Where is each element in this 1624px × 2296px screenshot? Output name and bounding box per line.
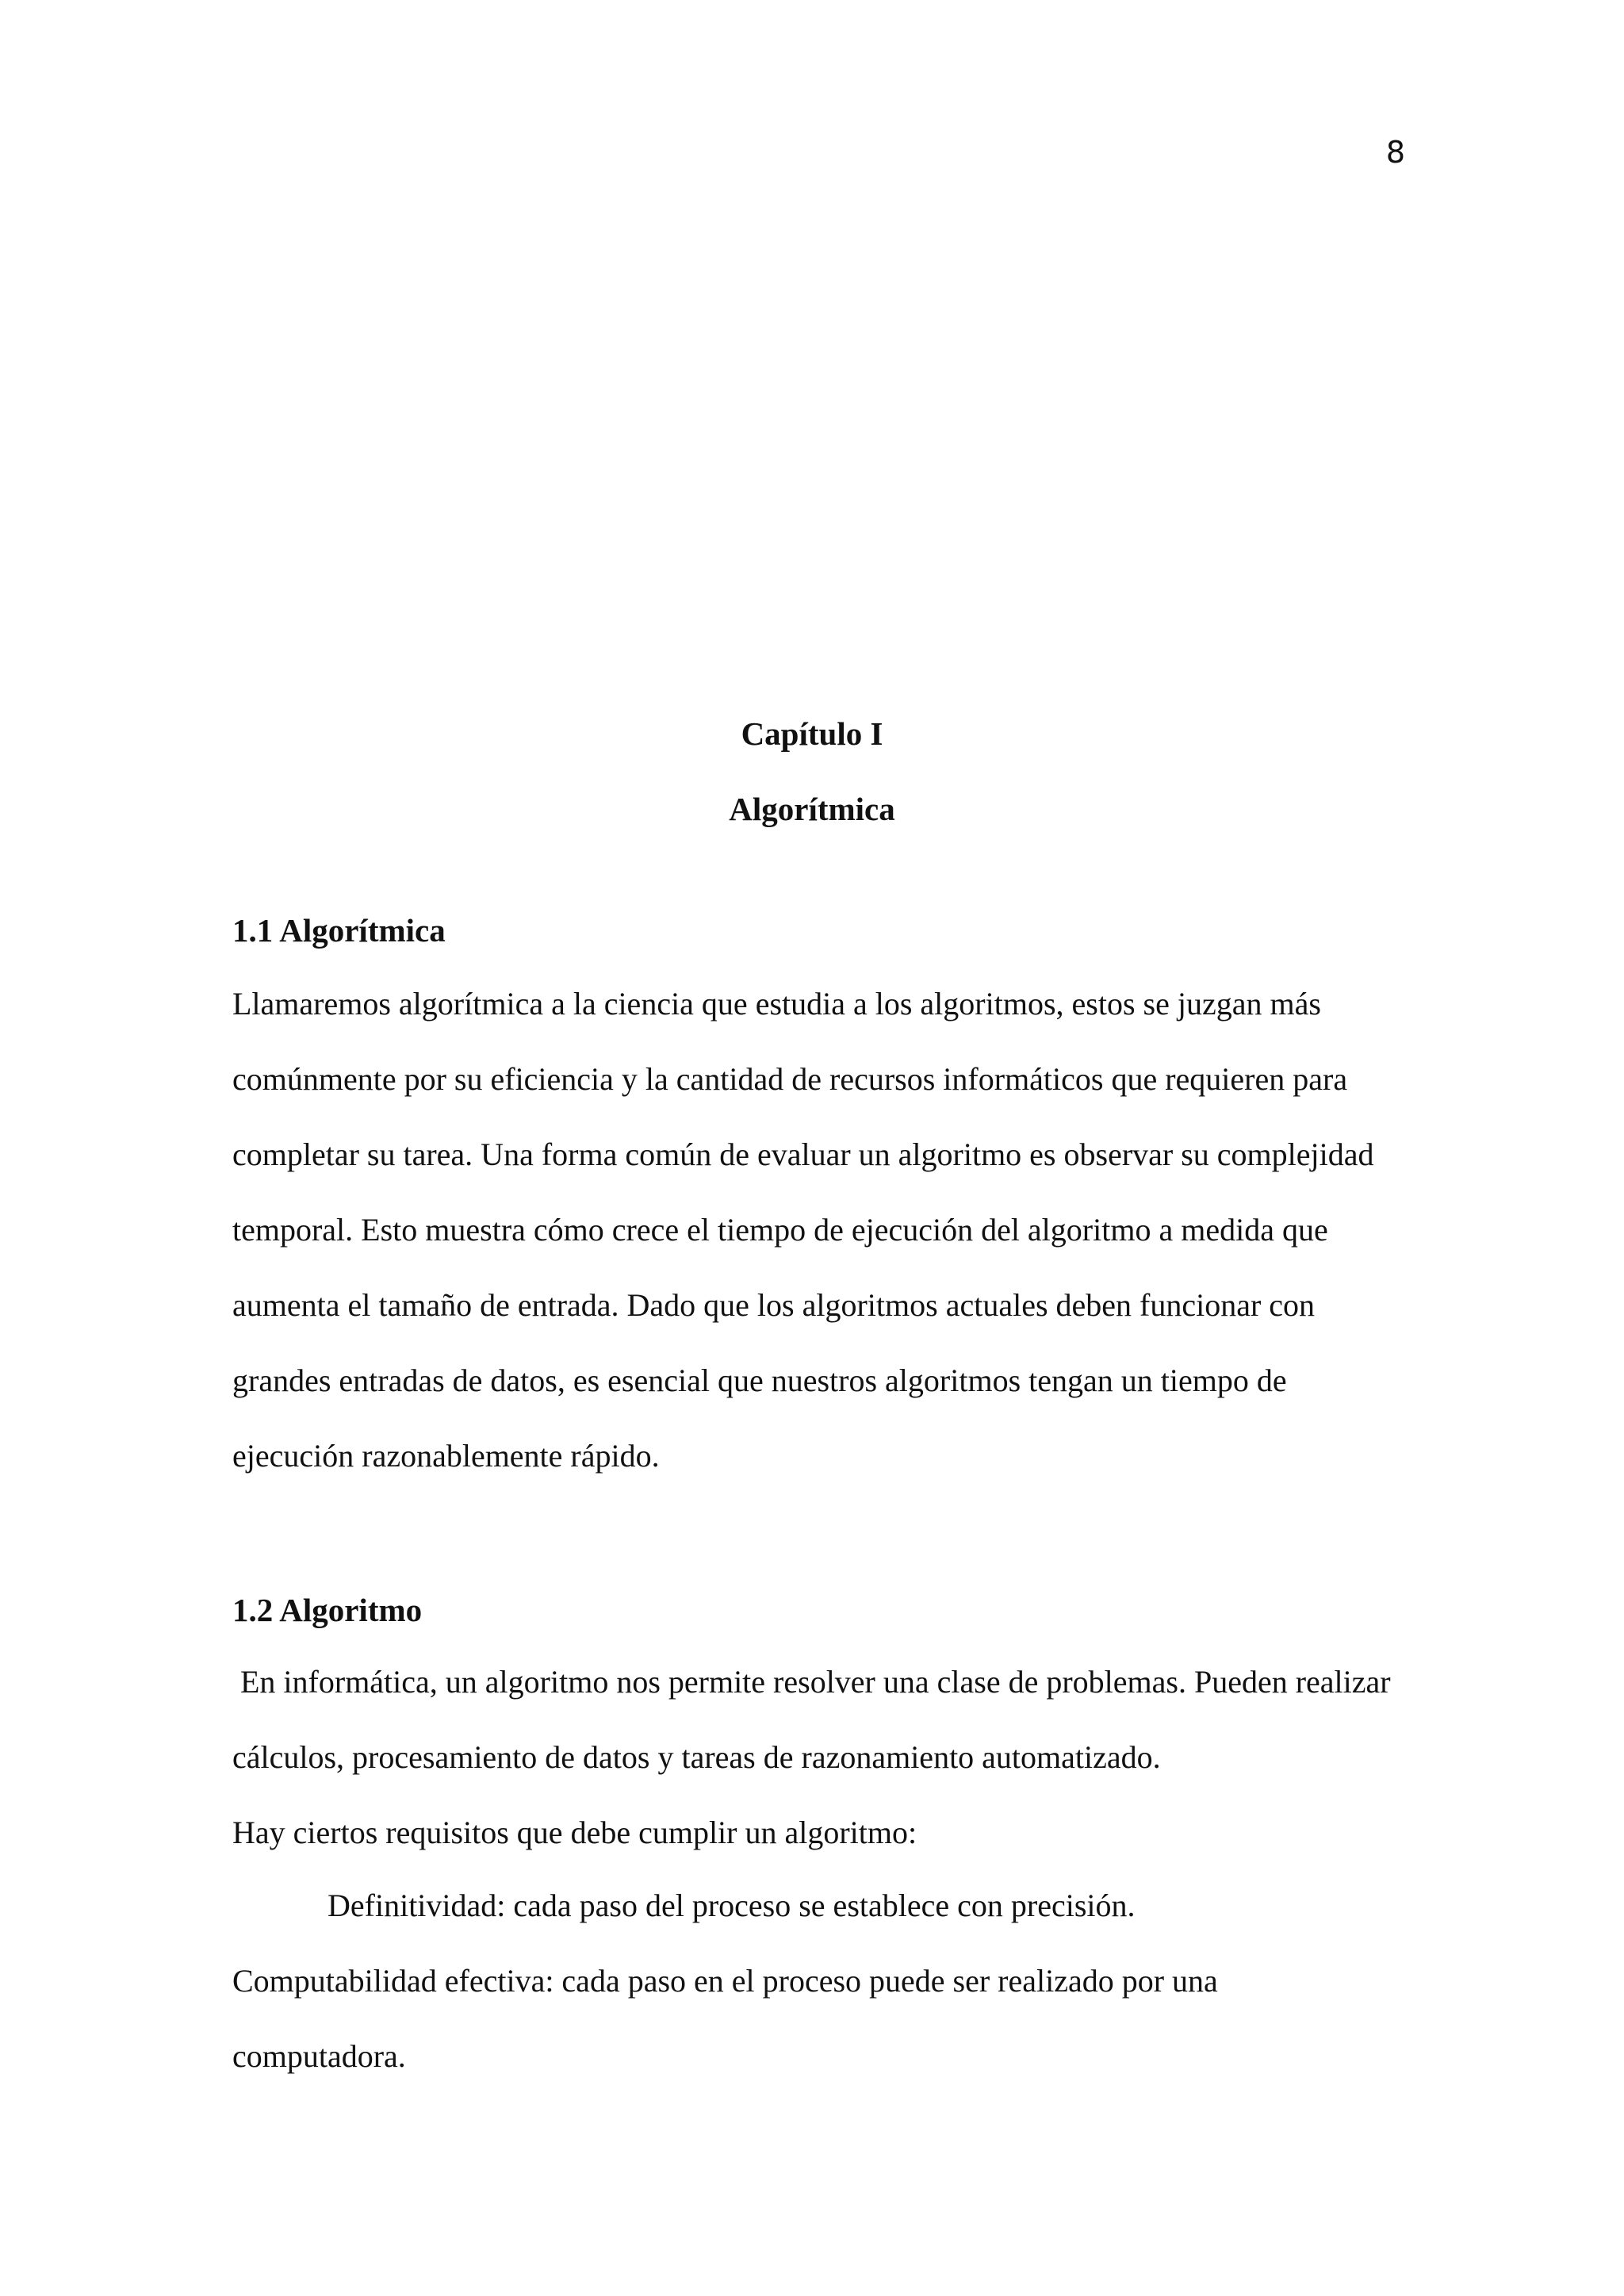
paragraph-line: completar su tarea. Una forma común de evaluar un algoritmo es observar su complejidad (232, 1137, 1374, 1172)
requirement-definitividad: Definitividad: cada paso del proceso se establece con precisión. (327, 1888, 1136, 1923)
page-number: 8 (1385, 135, 1406, 170)
paragraph-line: ejecución razonablemente rápido. (232, 1438, 660, 1474)
paragraph-line: Computabilidad efectiva: cada paso en el proceso puede ser realizado por una (232, 1963, 1218, 1999)
chapter-label: Capítulo I (741, 715, 883, 752)
paragraph-line: comúnmente por su eficiencia y la cantidad de recursos informáticos que requieren para (232, 1061, 1348, 1097)
paragraph-line: cálculos, procesamiento de datos y tareas de razonamiento automatizado. (232, 1739, 1161, 1775)
requirement-computabilidad (232, 1943, 1438, 2094)
section-heading-1-2: 1.2 Algoritmo (232, 1592, 423, 1628)
section-1-2-paragraph (232, 1644, 1438, 1870)
paragraph-line: aumenta el tamaño de entrada. Dado que los algoritmos actuales deben funcionar con (232, 1287, 1316, 1323)
paragraph-line: grandes entradas de datos, es esencial que nuestros algoritmos tengan un tiempo de (232, 1363, 1287, 1398)
paragraph-line: temporal. Esto muestra cómo crece el tiempo de ejecución del algoritmo a medida que (232, 1212, 1328, 1248)
paragraph-line: Hay ciertos requisitos que debe cumplir un algoritmo: (232, 1815, 917, 1850)
section-heading-1-1: 1.1 Algorítmica (232, 912, 446, 949)
paragraph-line: Llamaremos algorítmica a la ciencia que estudia a los algoritmos, estos se juzgan más (232, 986, 1321, 1022)
paragraph-line: computadora. (232, 2038, 406, 2074)
paragraph-line: En informática, un algoritmo nos permite resolver una clase de problemas. Pueden realizar (232, 1664, 1391, 1700)
chapter-title: Algorítmica (729, 791, 895, 827)
section-1-1-paragraph (232, 966, 1438, 1493)
